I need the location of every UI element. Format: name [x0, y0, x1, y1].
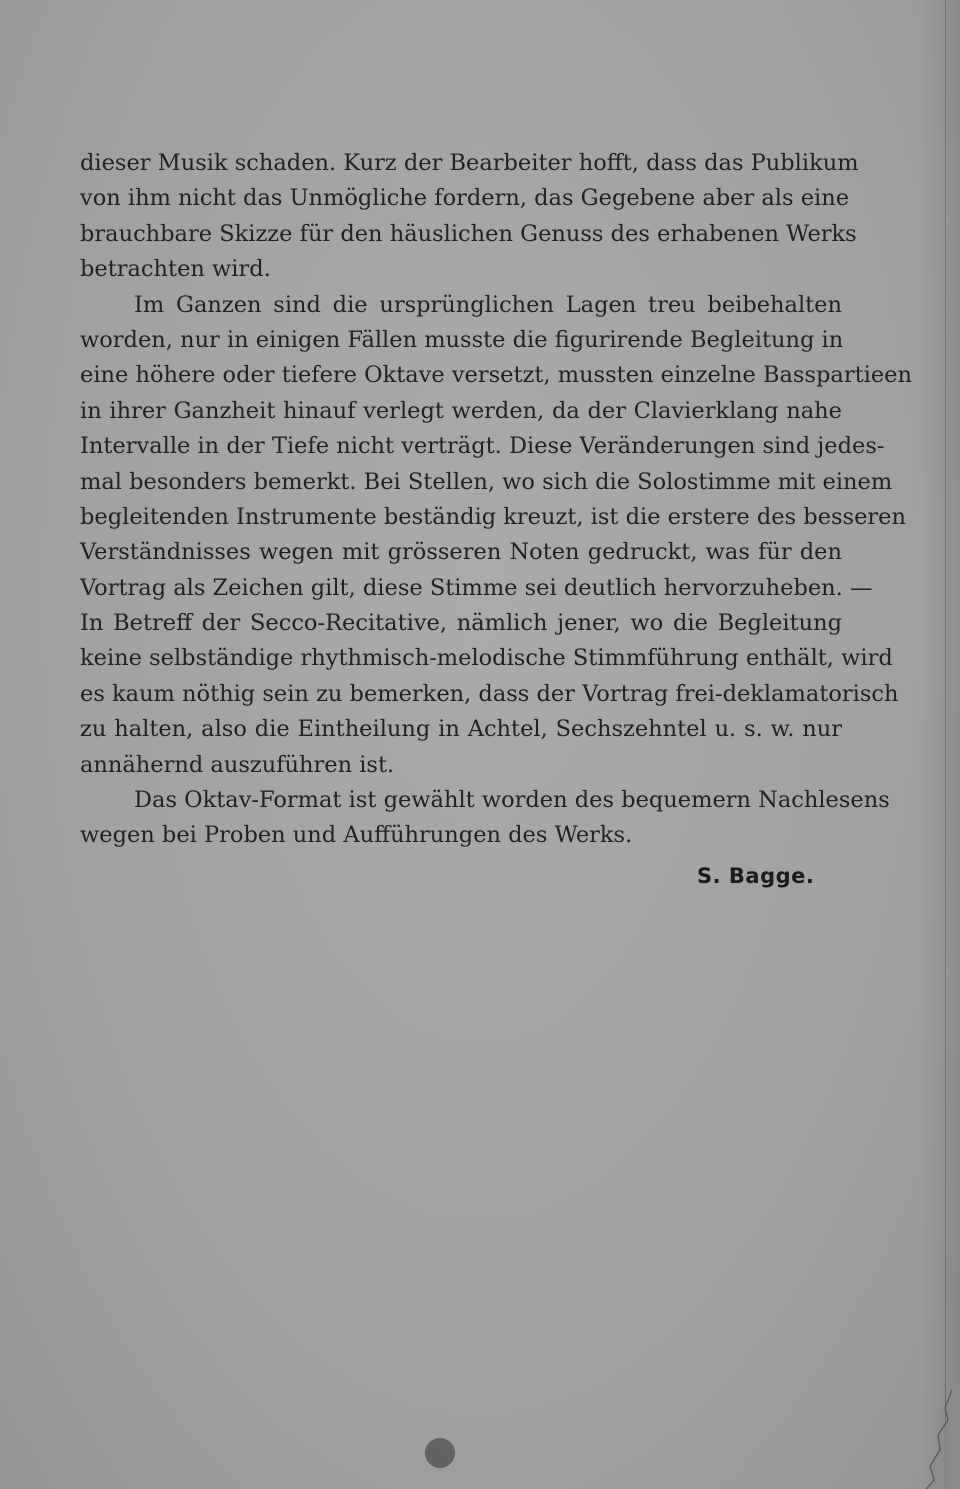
signature: S. Bagge.	[697, 864, 815, 888]
text-line: annähernd auszuführen ist.	[80, 751, 395, 778]
text-line: eine höhere oder tiefere Oktave versetzt, mussten einzelne Basspartieen	[80, 362, 912, 389]
text-line: brauchbare Skizze für den häuslichen Genuss des erhabenen Werks	[80, 220, 857, 247]
text-line: es kaum nöthig sein zu bemerken, dass der Vortrag frei-deklamatorisch	[80, 680, 899, 707]
text-line: worden, nur in einigen Fällen musste die figurirende Begleitung in	[80, 326, 844, 353]
text-line: dieser Musik schaden. Kurz der Bearbeiter hofft, dass das Publikum	[80, 150, 859, 176]
text-line: in ihrer Ganzheit hinauf verlegt werden, da der Clavierklang nahe	[80, 397, 842, 424]
body-text	[80, 146, 912, 854]
text-line: Verständnisses wegen mit grösseren Noten gedruckt, was für den	[80, 539, 842, 566]
text-line: Intervalle in der Tiefe nicht verträgt. Diese Veränderungen sind jedes-	[80, 433, 885, 460]
text-line: von ihm nicht das Unmögliche fordern, das Gegebene aber als eine	[80, 185, 850, 212]
text-line: Im Ganzen sind die ursprünglichen Lagen treu beibehalten	[134, 291, 842, 318]
text-line: mal besonders bemerkt. Bei Stellen, wo sich die Solostimme mit einem	[80, 468, 893, 495]
text-line: wegen bei Proben und Aufführungen des Werks.	[80, 822, 633, 849]
text-line: Das Oktav-Format ist gewählt worden des bequemern Nachlesens	[134, 787, 890, 814]
text-line: Vortrag als Zeichen gilt, diese Stimme sei deutlich hervorzuheben. —	[80, 574, 873, 601]
page-edge-line	[945, 0, 946, 1489]
ink-stain	[425, 1438, 455, 1468]
text-line: keine selbständige rhythmisch-melodische Stimmführung enthält, wird	[80, 645, 893, 672]
text-line: In Betreff der Secco-Recitative, nämlich jener, wo die Begleitung	[80, 610, 842, 637]
text-line: begleitenden Instrumente beständig kreuzt, ist die erstere des besseren	[80, 503, 906, 530]
text-line: betrachten wird.	[80, 256, 271, 283]
torn-corner	[890, 1380, 960, 1489]
page-edge-shadow	[920, 0, 960, 1489]
text-line: zu halten, also die Eintheilung in Achtel, Sechszehntel u. s. w. nur	[80, 716, 842, 743]
